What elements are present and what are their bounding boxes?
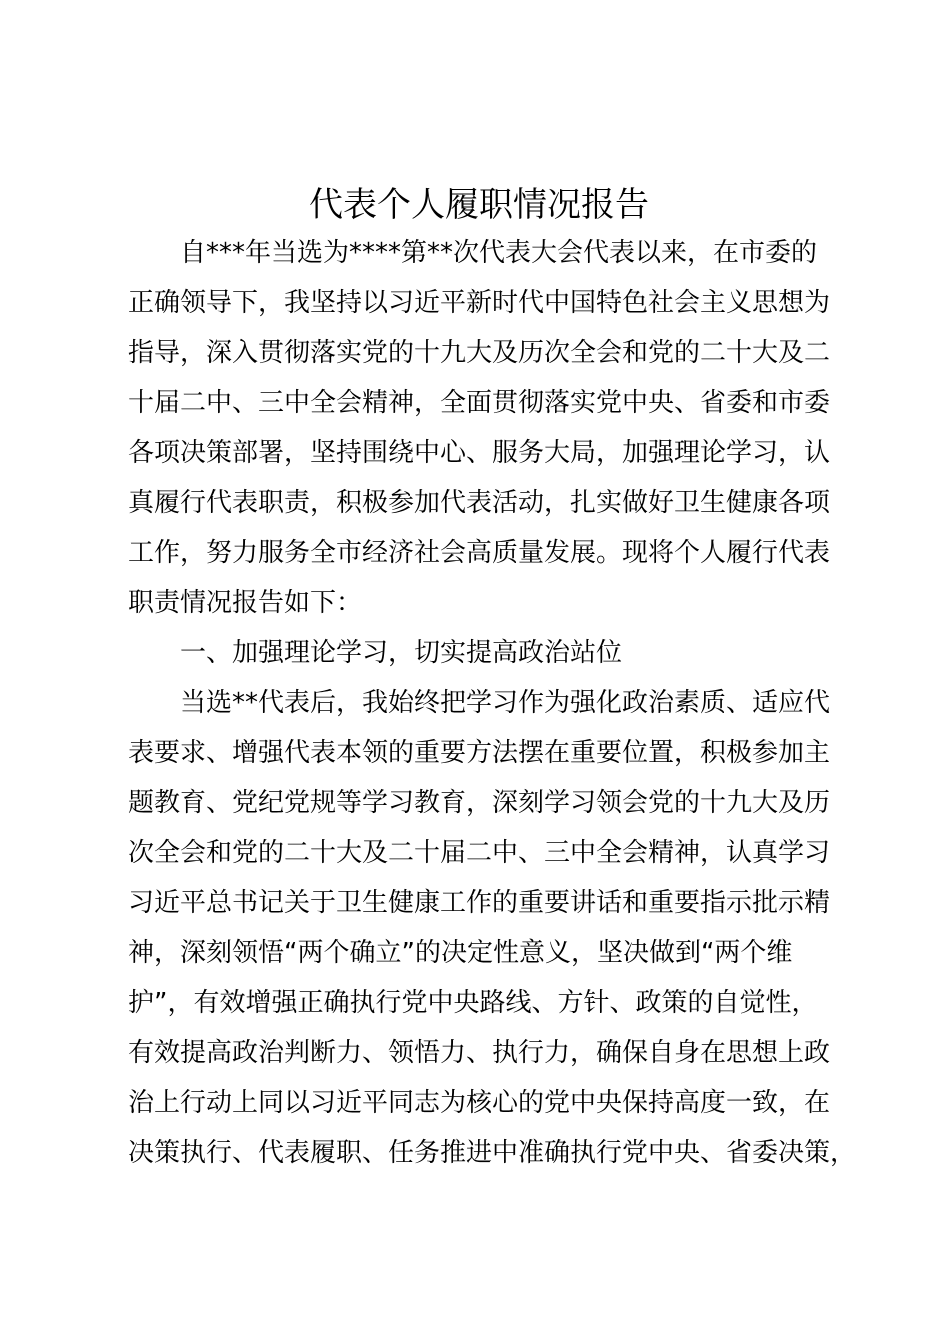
section-line: 题教育、党纪党规等学习教育，深刻学习领会党的十九大及历 [128, 788, 831, 818]
section-heading: 一、加强理论学习，切实提高政治站位 [180, 638, 623, 668]
section-line: 有效提高政治判断力、领悟力、执行力，确保自身在思想上政 [128, 1038, 831, 1068]
section-line: 决策执行、代表履职、任务推进中准确执行党中央、省委决策， [128, 1138, 857, 1168]
section-line: 护”，有效增强正确执行党中央路线、方针、政策的自觉性， [128, 988, 818, 1018]
document-title: 代表个人履职情况报告 [309, 185, 649, 225]
intro-line: 各项决策部署，坚持围绕中心、服务大局，加强理论学习，认 [128, 438, 831, 468]
section-line: 表要求、增强代表本领的重要方法摆在重要位置，积极参加主 [128, 738, 831, 768]
intro-line: 真履行代表职责，积极参加代表活动，扎实做好卫生健康各项 [128, 488, 831, 518]
intro-line: 工作，努力服务全市经济社会高质量发展。现将个人履行代表 [128, 538, 831, 568]
intro-line: 指导，深入贯彻落实党的十九大及历次全会和党的二十大及二 [128, 338, 831, 368]
section-line: 次全会和党的二十大及二十届二中、三中全会精神，认真学习 [128, 838, 831, 868]
section-line: 神，深刻领悟“两个确立”的决定性意义，坚决做到“两个维 [128, 938, 793, 968]
section-line: 习近平总书记关于卫生健康工作的重要讲话和重要指示批示精 [128, 888, 831, 918]
intro-line: 十届二中、三中全会精神，全面贯彻落实党中央、省委和市委 [128, 388, 831, 418]
section-line: 治上行动上同以习近平同志为核心的党中央保持高度一致，在 [128, 1088, 831, 1118]
intro-line: 职责情况报告如下： [128, 588, 363, 618]
intro-line: 正确领导下，我坚持以习近平新时代中国特色社会主义思想为 [128, 288, 831, 318]
section-line: 当选**代表后，我始终把学习作为强化政治素质、适应代 [180, 688, 831, 718]
intro-line: 自***年当选为****第**次代表大会代表以来，在市委的 [180, 238, 818, 268]
